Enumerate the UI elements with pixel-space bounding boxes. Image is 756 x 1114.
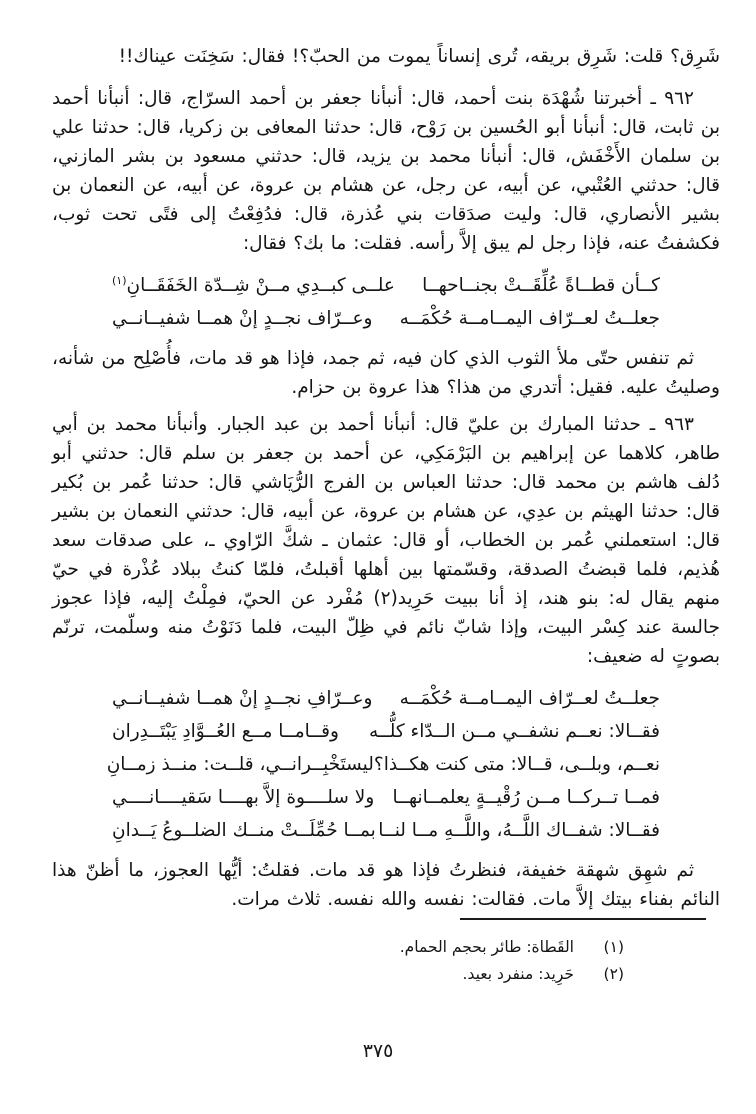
poem-2-verse-3 [106,748,660,781]
hemistich-right: فمــا تــركــا مــن رُقْيــةٍ يعلمــانهــا [392,787,660,808]
paragraph-death-urwa: ثم تنفس حتّى ملأ الثوب الذي كان فيه، ثم جمد، فإذا هو قد مات، فأُصْلِح من شأنه، وصليتُ عليه. فقيل: أتدري من هذا؟ هذا عروة بن حزام. [52,348,720,398]
footnote-1-marker: (١) [603,938,624,956]
poem-2-verse-5 [112,814,660,847]
closing-paragraph: ثم شهِق شهقة خفيفة، فنظرتُ فإذا هو قد مات. فقلتُ: أيُّها العجوز، ما أظنّ هذا النائم بفناء بيتك إلاَّ مات. فقالت: نفسه والله نفسه. ثلاث مرات. [52,860,720,910]
hemistich-right: فقــالا: شفــاك اللَّــهُ، واللَّــهِ مــا لنــا [378,820,660,841]
hemistich-left: وعــرّاف نجــدٍ إنْ همــا شفيــانــي [112,308,373,329]
poem-2-verse-2 [112,715,660,748]
footnote-2 [52,961,624,988]
hemistich-left: ولا سلــــوة إلاَّ بهــــا سَقيــــانــــي [112,787,375,808]
hemistich-left: وعــرّافِ نجــدٍ إنْ همــا شفيــانــي [112,688,373,709]
hemistich-left: وقــامــا مــع العُــوَّادِ يَبْتَــدِران [112,721,339,742]
page-number: ٣٧٥ [362,1040,394,1062]
narration-963: ٩٦٣ ـ حدثنا المبارك بن عليّ قال: أنبأنا أحمد بن عبد الجبار. وأنبأنا محمد بن أبي طاهر، كلاهما عن إبراهيم بن البَرْمَكِي، عن أحمد بن جعفر بن سلم قال: حدثني أبو دُلف هاشم بن محمد قال: حدثنا العباس بن الفرج الرُّيَاشي قال: حدثنا عُمر بن بُكير قال: حدثنا الهيثم بن عدِي، عن هشام بن عروة، عن أبيه، قال: حدثني النعمان بن بشير قال: استعملني عُمر بن الخطاب، أو قال: عثمان ـ شكَّ الرّاوي ـ، على صدقات سعد هُذيم، فلما قبضتُ الصدقة، وقسّمتها بين أهلها أقبلتُ، فلمّا كنتُ ببلاد عُذْرة في حيّ منهم يقال له: بنو هند، إذ أنا ببيت حَرِيد(٢) مُفْرد عن الحيّ، فمِلْتُ إليه، فإذا عجوز جالسة عند كِسْر البيت، وإذا شابّ نائم في ظِلّ البيت، فلما دَنَوْتُ منه وسلّمت، ترنّم بصوتٍ له ضعيف: [52,414,720,667]
poem-1-verse-2 [112,302,660,335]
page-content [52,42,720,914]
footnote-2-text: حَرِيد: منفرد بعيد. [462,965,574,983]
footnote-2-marker: (٢) [603,965,624,983]
footnote-1-text: القَطاة: طائر بحجم الحمام. [399,938,574,956]
hemistich-right: فقــالا: نعــم نشفــي مــن الــدّاء كلُّــه [368,721,660,742]
hemistich-left [112,269,395,302]
hemistich-left: بمــا حُمِّلَــتْ منــك الضلــوعُ يَــدانِ [112,820,376,841]
hemistich-right: جعلــتُ لعــرّاف اليمــامــة حُكْمَــه [399,308,660,329]
hemistich-right: كــأن قطــاةً عُلِّقَــتْ بجنــاحهــا [422,275,660,296]
opening-line: شَرِق؟ قلت: شَرِق بريقه، تُرى إنساناً يموت من الحبّ؟! فقال: سَخِنَت عيناك!! [118,46,720,67]
hemistich-left-text: علــى كبــدِي مــنْ شِــدّة الخَفَقَــانِ [126,275,395,296]
footnote-ref-1: (١) [112,273,127,287]
footnote-area [52,918,720,988]
poem-2-verse-4 [112,781,660,814]
footnote-divider [460,918,706,920]
hemistich-right: نعــم، وبلــى، قــالا: متى كنت هكــذا؟ [373,754,660,775]
hemistich-right: جعلــتُ لعــرّاف اليمــامــة حُكْمَــه [399,688,660,709]
narration-962: ٩٦٢ ـ أخبرتنا شُهْدَة بنت أحمد، قال: أنبأنا جعفر بن أحمد السرّاج، قال: أنبأنا أحمد بن ثابت، قال: أنبأنا أبو الحُسين بن رَوْح، قال: حدثنا المعافى بن زكريا، قال: حدثنا علي بن سلمان الأَخْفَش، قال: أنبأنا محمد بن يزيد، قال: حدثني مسعود بن بشر المازني، قال: حدثني العُتْبي، عن أبيه، عن رجل، عن هشام بن عروة، عن أبيه، عن النعمان بن بشير الأنصاري، قال: وليت صدَقات بني عُذرة، قال: فدُفِعْتُ إلى فتًى تحت ثوب، فكشفتُ عنه، فإذا رجل لم يبق إلاَّ رأسه. فقلت: ما بك؟ فقال: [52,88,720,254]
poem-1-verse-1 [112,269,660,302]
hemistich-left: ليستَخْبِــرانــي، قلــت: منــذ زمــانِ [106,754,374,775]
poem-1 [112,269,660,335]
poem-2-verse-1 [112,682,660,715]
footnote-1 [52,934,624,961]
poem-2 [106,682,660,847]
